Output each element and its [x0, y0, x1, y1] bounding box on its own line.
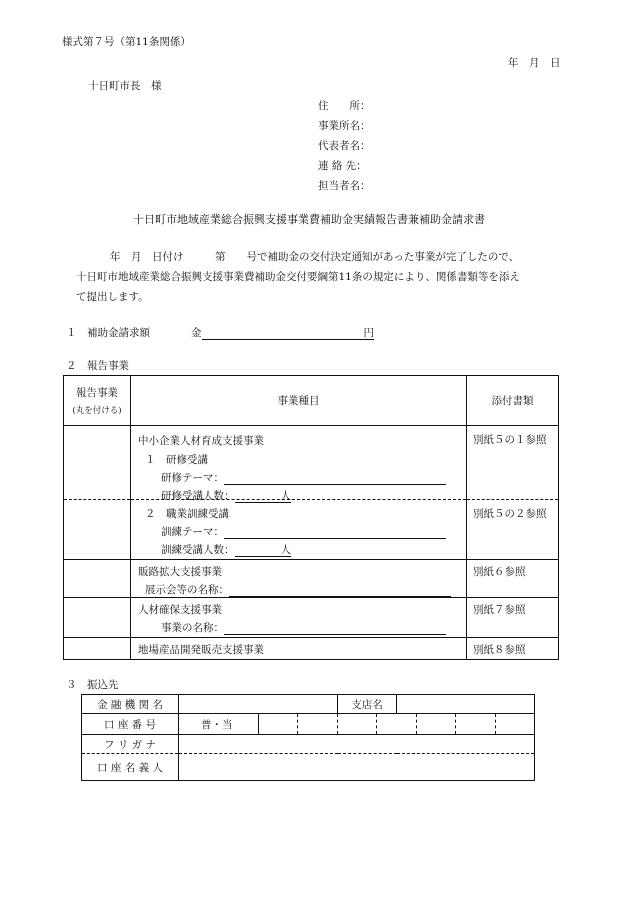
office-label: 事業所名：	[318, 120, 371, 132]
vocational-count-unit: 人	[280, 544, 291, 556]
hr-check[interactable]	[64, 598, 131, 638]
vocational-cell	[131, 500, 467, 560]
hr-field[interactable]	[161, 620, 446, 635]
report-table	[63, 375, 559, 660]
local-title: 地場産品開発販売支援事業	[131, 638, 467, 660]
amount-underline	[202, 327, 364, 340]
category-header: 事業種目	[131, 376, 467, 426]
branch-label: 支店名	[338, 695, 397, 714]
section1-label: １ 補助金請求額	[66, 327, 150, 339]
vocational-count-line	[235, 544, 281, 557]
vocational-theme-line	[224, 526, 446, 539]
training-heading: １ 研修受講	[145, 454, 208, 466]
training-attach: 別紙５の１参照	[467, 426, 559, 500]
account-digit[interactable]	[259, 714, 298, 734]
sales-field-line	[229, 584, 451, 597]
training-theme-label: 研修テーマ：	[161, 472, 224, 484]
sme-training-check[interactable]	[64, 426, 131, 500]
vocational-heading: ２ 職業訓練受講	[145, 508, 229, 520]
address-label: 住 所：	[318, 100, 371, 112]
holder-input[interactable]	[179, 754, 535, 781]
vocational-check[interactable]	[64, 500, 131, 560]
local-attach: 別紙８参照	[467, 638, 559, 660]
body-line-2: 十日町市地域産業総合振興支援事業費補助金交付要綱第11条の規定により、関係書類等を添え	[76, 271, 520, 283]
report-header-note: (丸を付ける)	[72, 406, 122, 416]
bank-name-input[interactable]	[179, 695, 338, 714]
sme-training-cell	[131, 426, 467, 500]
representative-label: 代表者名：	[318, 140, 371, 152]
branch-name-input[interactable]	[397, 695, 535, 714]
hr-attach: 別紙７参照	[467, 598, 559, 638]
document-title: 十日町市地域産業総合振興支援事業費補助金実績報告書兼補助金請求書	[133, 213, 485, 226]
bank-label: 金 融 機 関 名	[82, 695, 179, 714]
attachments-header: 添付書類	[467, 376, 559, 426]
hr-cell	[131, 598, 467, 638]
furigana-label: フ リ ガ ナ	[82, 735, 179, 754]
vocational-theme-label: 訓練テーマ：	[161, 526, 224, 538]
account-type[interactable]: 普・当	[179, 714, 259, 734]
section3-label: ３ 振込先	[66, 679, 119, 691]
addressee: 十日町市長 様	[88, 80, 162, 92]
report-header-cell	[64, 376, 131, 426]
amount-prefix: 金	[191, 327, 202, 339]
account-digit[interactable]	[298, 714, 337, 734]
body-line-1: 年 月 日付け 第 号で補助金の交付決定通知があった事業が完了したので、	[110, 251, 520, 263]
sales-field-label: 展示会等の名称：	[145, 584, 229, 596]
hr-field-line	[224, 622, 446, 635]
training-count-unit: 人	[280, 490, 291, 502]
amount-suffix: 円	[363, 327, 374, 339]
furigana-input[interactable]	[179, 735, 535, 754]
vocational-attach: 別紙５の２参照	[467, 500, 559, 560]
contact-label: 連 絡 先：	[318, 160, 367, 172]
person-label: 担当者名：	[318, 180, 371, 192]
training-theme-field[interactable]	[161, 470, 446, 485]
account-number-cell	[179, 714, 535, 735]
section2-label: ２ 報告事業	[66, 360, 129, 372]
sales-title: 販路拡大支援事業	[138, 566, 222, 578]
account-digit[interactable]	[338, 714, 377, 734]
bank-table	[81, 694, 535, 781]
vocational-theme-field[interactable]	[161, 524, 446, 539]
sales-check[interactable]	[64, 560, 131, 598]
account-digit[interactable]	[377, 714, 416, 734]
hr-title: 人材確保支援事業	[138, 604, 222, 616]
training-theme-line	[224, 472, 446, 485]
vocational-count-field[interactable]	[161, 542, 291, 557]
account-digit[interactable]	[456, 714, 495, 734]
hr-field-label: 事業の名称：	[161, 622, 224, 634]
form-number: 様式第７号（第11条関係）	[62, 36, 191, 48]
report-header: 報告事業	[76, 387, 118, 399]
sales-field[interactable]	[145, 582, 451, 597]
local-check[interactable]	[64, 638, 131, 660]
date-line: 年 月 日	[508, 57, 561, 69]
account-digit[interactable]	[417, 714, 456, 734]
account-digit[interactable]	[496, 714, 534, 734]
training-count-label: 研修受講人数：	[161, 490, 235, 502]
sme-title: 中小企業人材育成支援事業	[138, 435, 264, 447]
vocational-count-label: 訓練受講人数：	[161, 544, 235, 556]
sales-cell	[131, 560, 467, 598]
holder-label: 口 座 名 義 人	[82, 754, 179, 781]
body-line-3: て提出します。	[76, 291, 149, 303]
sales-attach: 別紙６参照	[467, 560, 559, 598]
amount-field[interactable]	[191, 325, 374, 340]
account-label: 口 座 番 号	[82, 714, 179, 735]
